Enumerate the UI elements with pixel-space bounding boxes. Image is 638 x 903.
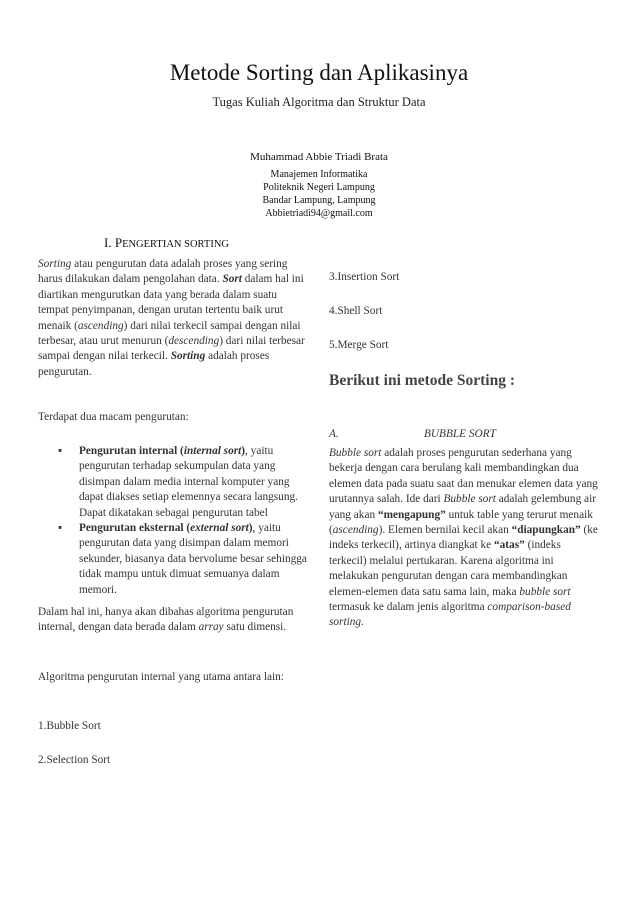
section-title: ENGERTIAN SORTING: [122, 239, 230, 250]
author-email: Abbietriadi94@gmail.com: [265, 208, 373, 219]
text: untuk table yang terurut menaik (: [329, 508, 593, 537]
paper-title: Metode Sorting dan Aplikasinya: [169, 60, 469, 85]
bullet-icon: ▪: [58, 445, 63, 457]
term-ascending: ascending: [77, 319, 124, 332]
text: adalah proses pengurutan sederhana yang bekerja dengan cara berulang kali membandingkan dua elemen data pada suatu saat dan menukar elemen data yang urutannya salah. Ide dari: [329, 447, 598, 506]
text: termasuk ke dalam jenis algoritma: [329, 601, 488, 614]
subsection-letter: A.: [329, 428, 339, 440]
text: , yaitu pengurutan terhadap sekumpulan data yang disimpan dalam media internal komputer yang dapat diakses setiap elemennya secara langsung. Dapat dikatakan sebagai pengurutan tabel: [79, 445, 298, 519]
left-paragraph-definition: [38, 257, 308, 380]
term-comparison-based-sorting: comparison-based sorting: [329, 601, 571, 629]
term-sorting: Sorting: [170, 350, 206, 363]
text: Dalam hal ini, hanya akan dibahas algoritma pengurutan internal, dengan data berada dalam: [38, 606, 294, 634]
right-paragraph-bubble-sort: [329, 446, 601, 631]
text: adalah proses pengurutan.: [38, 350, 270, 378]
text: Pengurutan internal (: [79, 445, 184, 457]
affiliation-line: Manajemen Informatika: [270, 169, 368, 180]
list-item-shell-sort: 4.Shell Sort: [329, 305, 383, 317]
subsection-heading-bubble-sort: [329, 428, 496, 440]
list-item: [38, 444, 308, 521]
term-mengapung: “mengapung”: [377, 508, 446, 521]
term-bubble-sort: Bubble sort: [443, 493, 496, 506]
term-sort: Sort: [222, 273, 242, 286]
section-heading-pengertian: [104, 235, 229, 251]
text: ) dari nilai terkecil sampai dengan nilai terbesar, atau urut menurun (: [38, 319, 301, 348]
affiliation-line: Politeknik Negeri Lampung: [263, 182, 375, 193]
text: ) dari nilai terbesar sampai dengan nilai terkecil.: [38, 335, 305, 363]
list-item-selection-sort: 2.Selection Sort: [38, 754, 111, 766]
text: satu dimensi.: [223, 621, 287, 634]
text: ). Elemen bernilai kecil akan: [378, 524, 512, 537]
term-descending: descending: [168, 335, 220, 348]
text: (ke indeks terkecil), artinya diangkat ke: [329, 524, 598, 552]
text: Pengurutan eksternal (: [79, 522, 191, 535]
bullet-list: [38, 444, 308, 598]
author-name: Muhammad Abbie Triadi Brata: [250, 151, 388, 163]
term-sorting: Sorting: [38, 258, 72, 270]
left-paragraph-scope: [38, 605, 308, 636]
section-number: I. P: [104, 235, 123, 250]
text: atau pengurutan data adalah proses yang sering harus dilakukan dalam pengolahan data.: [38, 258, 288, 286]
term-diapungkan: “diapungkan”: [511, 524, 581, 537]
term-bubble-sort: bubble sort: [519, 585, 571, 598]
text: ): [241, 445, 246, 457]
subsection-title: BUBBLE SORT: [424, 428, 496, 440]
term-atas: “atas”: [494, 539, 525, 552]
text: dalam hal ini diartikan mengurutkan data yang berada dalam suatu tempat penyimpanan, dengan urutan tertentu baik urut menaik (: [38, 273, 304, 332]
text: (indeks terkecil) melalui pertukaran. Karena algoritma ini melakukan pengurutan dengan cara membandingkan elemen-elemen data satu sama lain, maka: [329, 539, 568, 598]
term-bubble-sort: Bubble sort: [329, 447, 382, 459]
bullet-icon: ▪: [58, 522, 63, 535]
affiliation-line: Bandar Lampung, Lampung: [262, 195, 376, 206]
list-item: [38, 521, 308, 598]
author-affiliation: [0, 168, 638, 220]
term-external-sort: external sort: [190, 522, 249, 535]
list-item-insertion-sort: 3.Insertion Sort: [329, 271, 400, 283]
left-paragraph-types-intro: Terdapat dua macam pengurutan:: [38, 411, 189, 423]
left-paragraph-algorithms-intro: Algoritma pengurutan internal yang utama antara lain:: [38, 671, 284, 683]
paper-subtitle: Tugas Kuliah Algoritma dan Struktur Data: [212, 95, 426, 109]
term-internal-sort: internal sort: [183, 445, 242, 457]
text: .: [361, 616, 364, 629]
text: , yaitu pengurutan data yang disimpan dalam memori sekunder, biasanya data bervolume besar sehingga tidak mampu untuk dimuat semuanya dalam memori.: [79, 522, 307, 596]
term-array: array: [198, 621, 224, 634]
list-item-merge-sort: 5.Merge Sort: [329, 339, 389, 351]
term-ascending: ascending: [332, 524, 379, 537]
list-item-bubble-sort: 1.Bubble Sort: [38, 720, 101, 732]
text: adalah gelembung air yang akan: [329, 493, 596, 521]
heading-metode-sorting: Berikut ini metode Sorting :: [329, 372, 515, 389]
text: ): [248, 522, 253, 535]
